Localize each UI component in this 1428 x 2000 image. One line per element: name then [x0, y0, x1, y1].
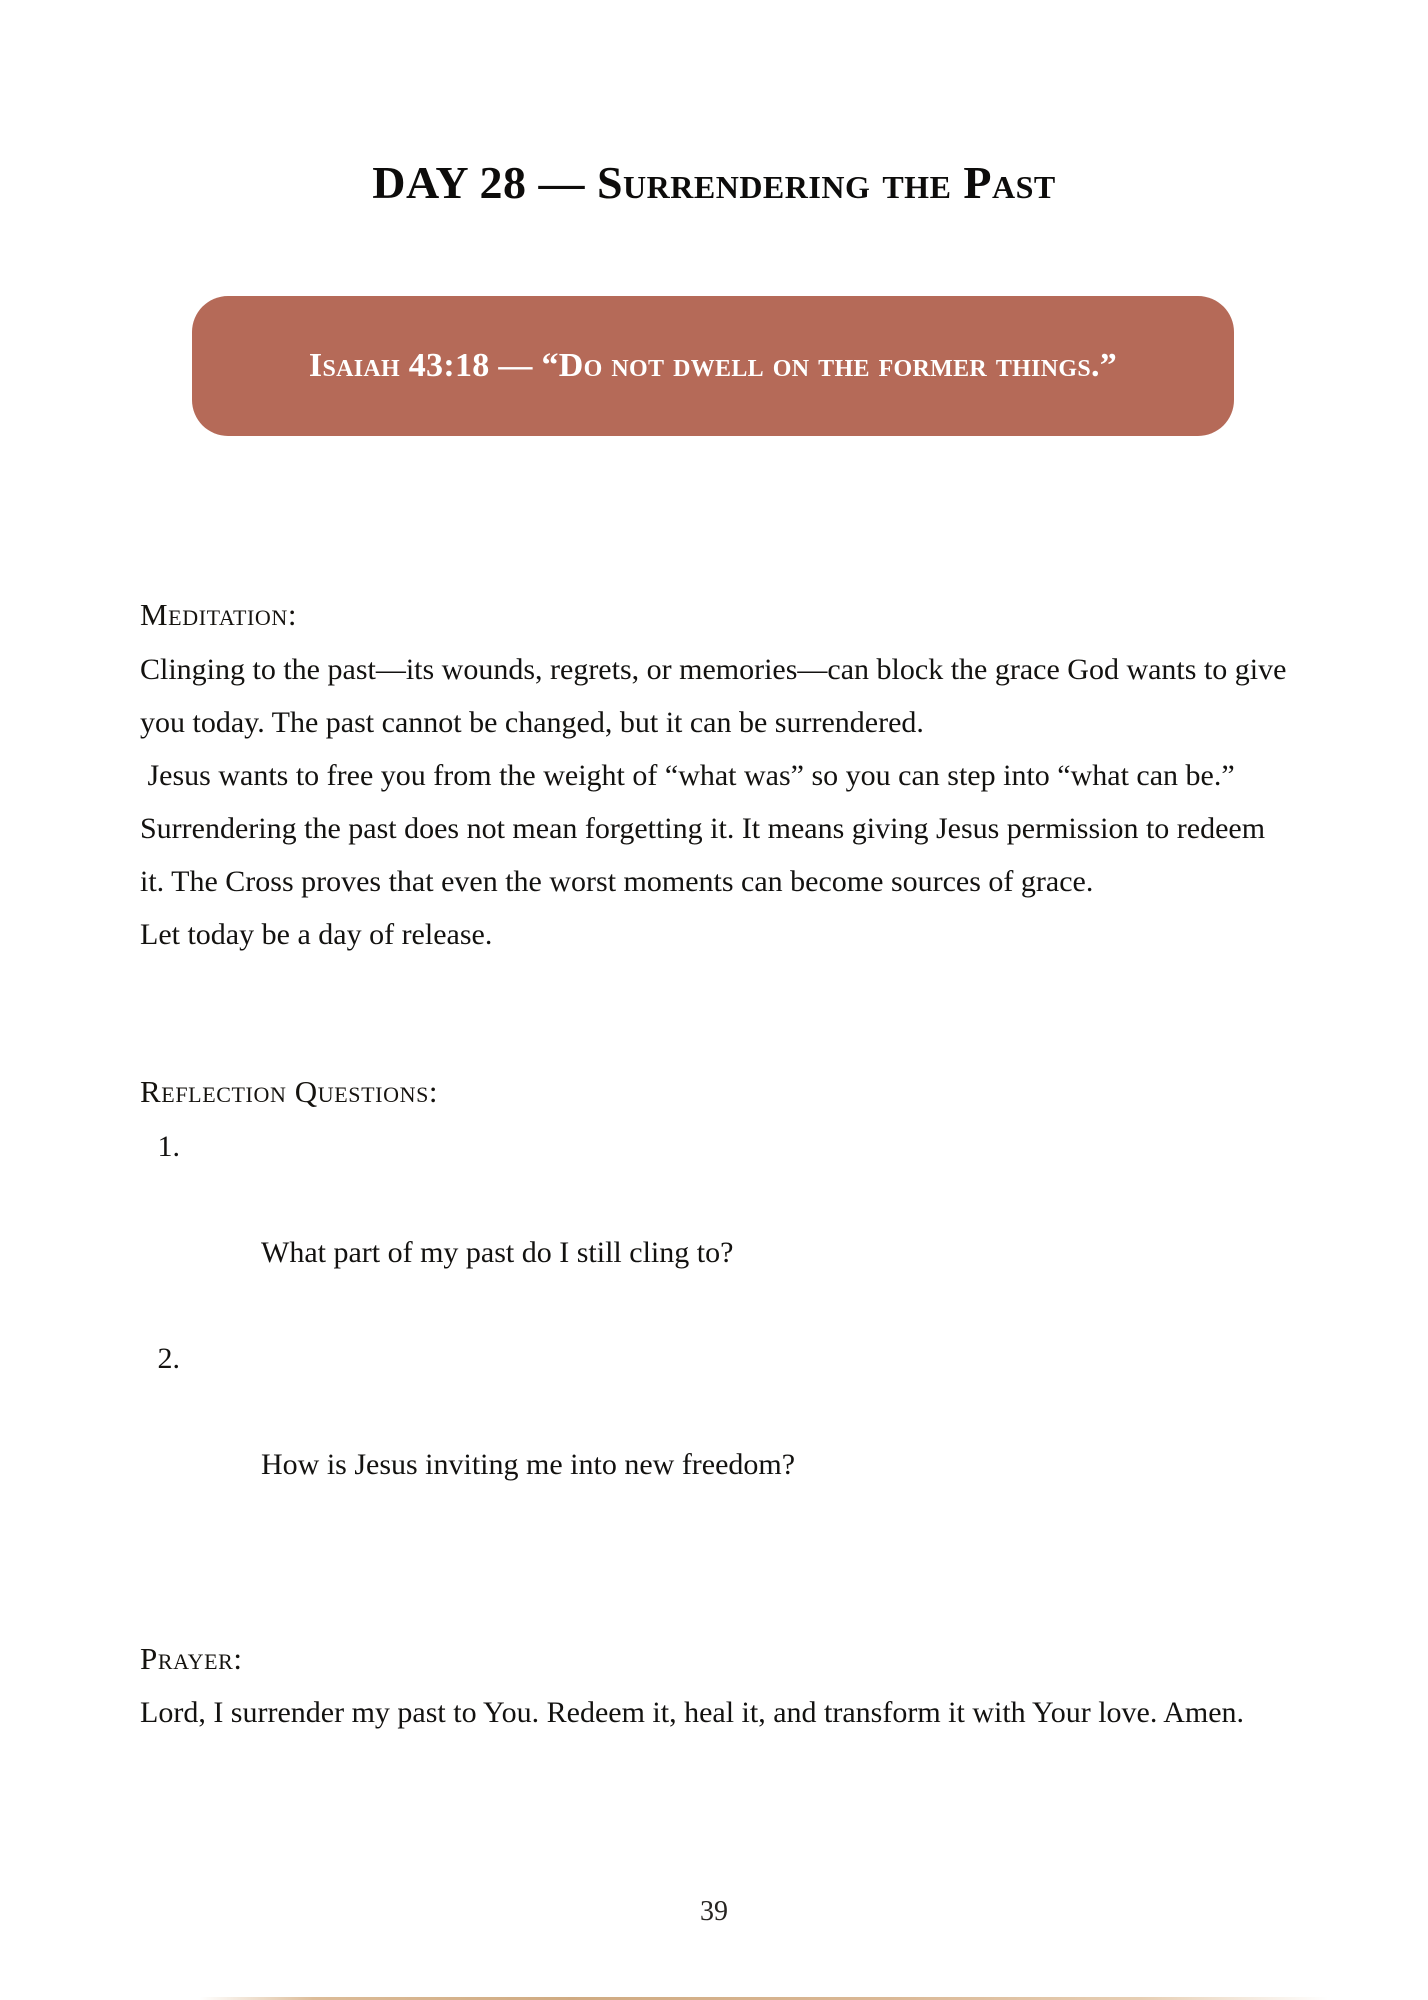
- prayer-text: Lord, I surrender my past to You. Redeem it, heal it, and transform it with Your love. Amen.: [140, 1696, 1245, 1730]
- section-spacer: [140, 961, 1290, 1073]
- meditation-paragraph: Clinging to the past—its wounds, regrets, or memories—can block the grace God wants to give you today. The past cannot be changed, but it can be surrendered.: [140, 652, 1294, 739]
- page-title: DAY 28 — Surrendering the Past: [372, 156, 1056, 208]
- meditation-paragraph: Surrendering the past does not mean forgetting it. It means giving Jesus permission to redeem it. The Cross proves that even the worst moments can become sources of grace.: [140, 811, 1273, 898]
- meditation-heading: Meditation:: [140, 597, 298, 632]
- section-spacer: [140, 1544, 1290, 1640]
- scripture-verse-text: [309, 342, 1117, 390]
- page-number: 39: [700, 1896, 728, 1927]
- scripture-verse-line-2: former things.”: [878, 346, 1118, 384]
- reflection-question-list: [140, 1120, 1290, 1544]
- reflection-questions-section: [140, 1073, 1290, 1544]
- prayer-heading: Prayer:: [140, 1640, 243, 1676]
- meditation-paragraph: Jesus wants to free you from the weight of “what was” so you can step into “what can be.”: [140, 758, 1235, 792]
- list-item: [140, 1120, 1290, 1332]
- question-text: How is Jesus inviting me into new freedom?: [261, 1447, 796, 1481]
- scripture-banner: [192, 296, 1234, 436]
- question-number: 1.: [157, 1129, 180, 1163]
- reflection-questions-heading: Reflection Questions:: [140, 1073, 439, 1109]
- scripture-verse-line-1: Isaiah 43:18 — “Do not dwell on the: [308, 346, 870, 384]
- list-item: [140, 1332, 1290, 1544]
- meditation-paragraph: Let today be a day of release.: [140, 917, 493, 951]
- prayer-section: [140, 1640, 1290, 1740]
- question-text: What part of my past do I still cling to?: [261, 1235, 734, 1269]
- meditation-section: [140, 596, 1294, 961]
- question-number: 2.: [157, 1341, 180, 1375]
- page-content: [140, 596, 1294, 1739]
